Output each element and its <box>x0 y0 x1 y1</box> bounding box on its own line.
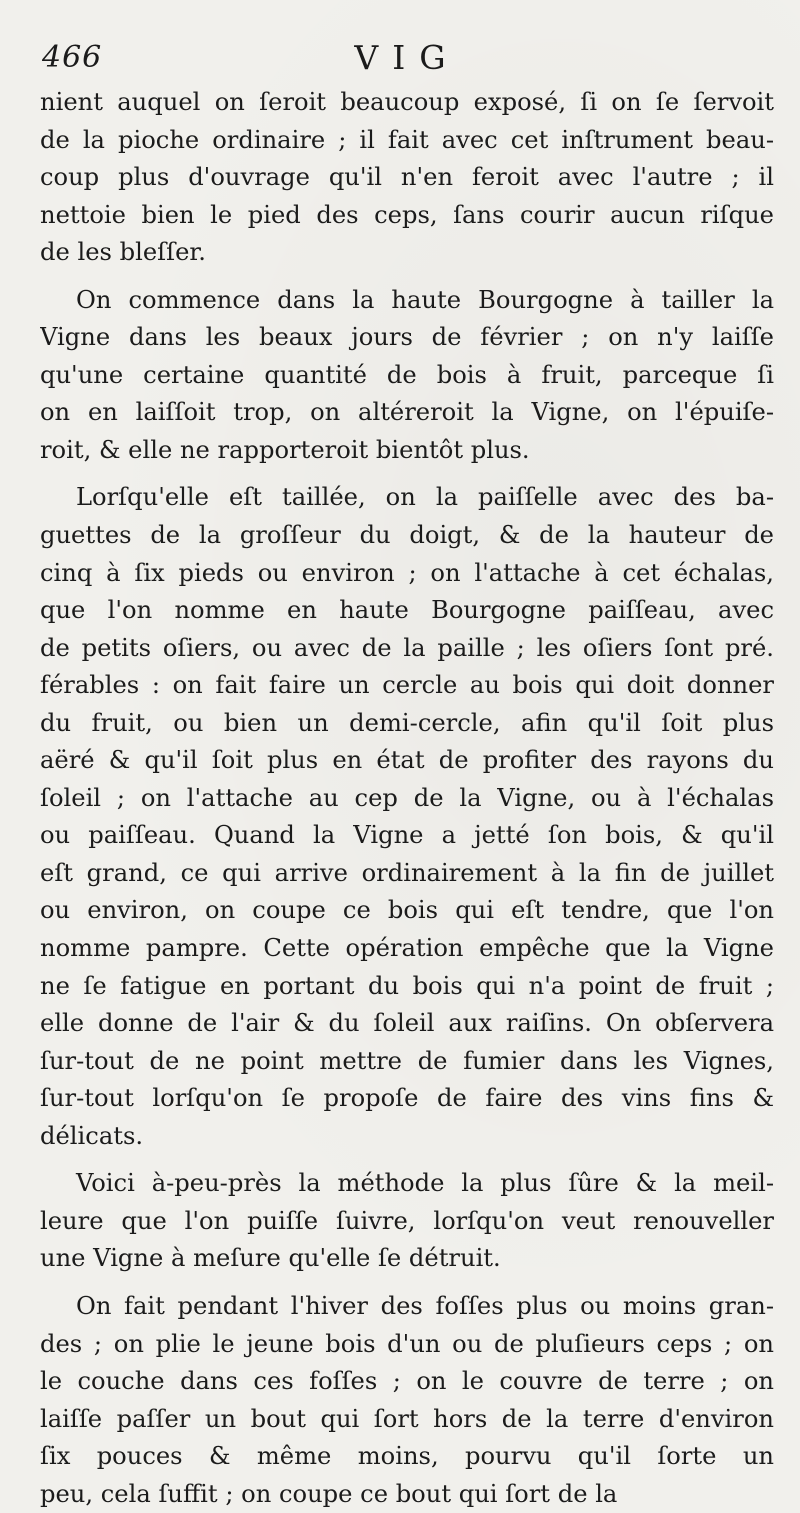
text-line: nettoie bien le pied des ceps, ſans courir aucun riſque <box>40 200 774 229</box>
text-line: aëré & qu'il ſoit plus en état de profiter des rayons du <box>40 746 774 775</box>
text-line: ſur-tout lorſqu'on ſe propoſe de faire des vins fins & <box>40 1084 774 1113</box>
text-line: délicats. <box>40 1121 144 1150</box>
text-line: leure que l'on puiſſe ſuivre, lorſqu'on veut renouveller <box>40 1206 774 1235</box>
text-line: Voici à-peu-près la méthode la plus ſûre & la meil- <box>76 1169 774 1198</box>
text-line: eſt grand, ce qui arrive ordinairement à la fin de juillet <box>40 858 774 887</box>
text-line: de les bleſſer. <box>40 238 206 267</box>
text-line: guettes de la groſſeur du doigt, & de la hauteur de <box>40 521 774 550</box>
text-line: on en laiſſoit trop, on altéreroit la Vigne, on l'épuiſe- <box>40 398 774 427</box>
text-line: ne ſe fatigue en portant du bois qui n'a point de fruit ; <box>40 971 774 1000</box>
text-line: On fait pendant l'hiver des foſſes plus ou moins gran- <box>76 1291 774 1320</box>
paragraph <box>40 282 774 470</box>
text-line: du fruit, ou bien un demi-cercle, afin qu'il ſoit plus <box>40 708 774 737</box>
text-line: que l'on nomme en haute Bourgogne paiſſeau, avec <box>40 596 774 625</box>
running-head: VIG <box>354 38 460 77</box>
text-line: ou environ, on coupe ce bois qui eſt tendre, que l'on <box>40 896 774 925</box>
text-line: de petits oſiers, ou avec de la paille ; les oſiers ſont pré. <box>40 633 774 662</box>
text-line: des ; on plie le jeune bois d'un ou de pluſieurs ceps ; on <box>40 1329 774 1358</box>
text-line: ſur-tout de ne point mettre de fumier dans les Vignes, <box>40 1046 774 1075</box>
text-line: roit, & elle ne rapporteroit bientôt plus. <box>40 435 530 464</box>
text-line: coup plus d'ouvrage qu'il n'en feroit avec l'autre ; il <box>40 163 774 192</box>
text-line: nomme pampre. Cette opération empêche que la Vigne <box>40 934 774 963</box>
text-line: ſoleil ; on l'attache au cep de la Vigne, ou à l'échalas <box>40 783 774 812</box>
text-line: de la pioche ordinaire ; il fait avec cet inſtrument beau- <box>40 125 774 154</box>
body-text <box>40 84 774 1513</box>
text-line: férables : on fait faire un cercle au bois qui doit donner <box>40 671 774 700</box>
paragraph <box>40 84 774 272</box>
text-line: une Vigne à meſure qu'elle ſe détruit. <box>40 1244 501 1273</box>
paragraph <box>40 1165 774 1278</box>
text-line: On commence dans la haute Bourgogne à tailler la <box>76 285 774 314</box>
text-line: elle donne de l'air & du ſoleil aux raiſins. On obſervera <box>40 1009 774 1038</box>
text-line: ou paiſſeau. Quand la Vigne a jetté ſon bois, & qu'il <box>40 821 774 850</box>
text-line: Vigne dans les beaux jours de février ; on n'y laiſſe <box>40 323 774 352</box>
text-line: peu, cela ſuffit ; on coupe ce bout qui ſort de la <box>40 1479 618 1508</box>
paragraph <box>40 1288 774 1513</box>
text-line: Lorſqu'elle eſt taillée, on la paiſſelle avec des ba- <box>76 483 774 512</box>
text-line: cinq à ſix pieds ou environ ; on l'attache à cet échalas, <box>40 558 774 587</box>
paragraph <box>40 479 774 1155</box>
text-line: le couche dans ces foſſes ; on le couvre de terre ; on <box>40 1367 774 1396</box>
page-header <box>40 34 774 84</box>
text-line: ſix pouces & même moins, pourvu qu'il ſorte un <box>40 1442 774 1471</box>
page-number: 466 <box>42 40 103 75</box>
text-line: laiſſe paſſer un bout qui ſort hors de la terre d'environ <box>40 1404 774 1433</box>
text-line: qu'une certaine quantité de bois à fruit, parceque ſi <box>40 360 774 389</box>
text-line: nient auquel on ſeroit beaucoup exposé, ſi on ſe ſervoit <box>40 88 774 116</box>
